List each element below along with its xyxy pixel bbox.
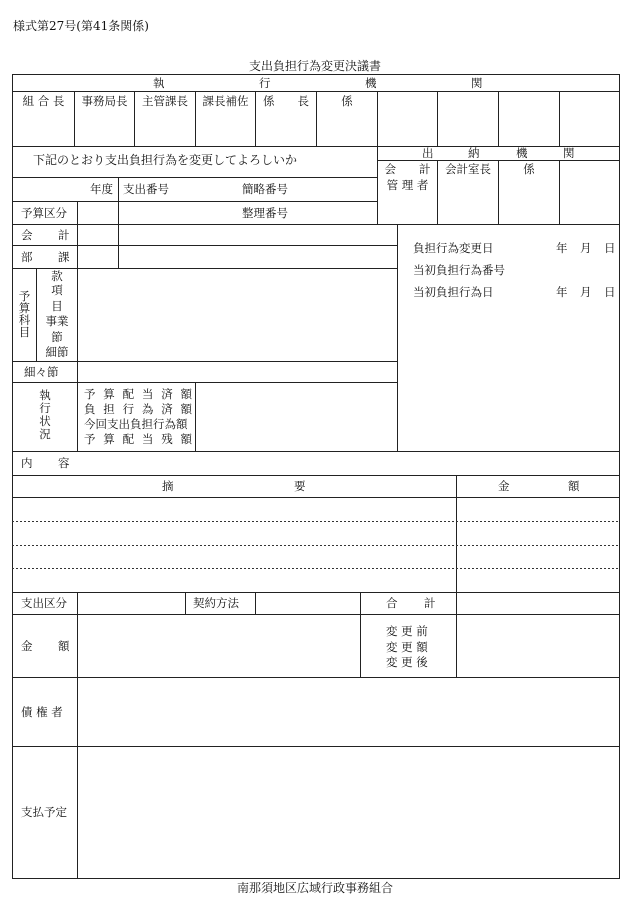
subject-level: 目 xyxy=(51,299,63,313)
contract-method-label: 契約方法 xyxy=(193,596,239,610)
accounting-label: 計 xyxy=(58,228,70,242)
amount-header-char: 額 xyxy=(568,479,580,493)
department-label: 部 xyxy=(21,250,33,264)
creditor-label: 債 権 者 xyxy=(21,705,63,719)
change-date-label: 負担行為変更日 xyxy=(413,241,494,255)
contents-label: 容 xyxy=(58,456,70,470)
amount-label: 額 xyxy=(58,639,70,653)
approval-request: 下記のとおり支出負担行為を変更してよろしいか xyxy=(33,153,298,167)
original-number-label: 当初負担行為番号 xyxy=(413,263,505,277)
budget-class-label: 予算区分 xyxy=(21,206,67,220)
subject-level: 項 xyxy=(51,283,63,297)
budget-subject-char: 予 xyxy=(18,289,31,303)
summary-header-char: 要 xyxy=(294,479,306,493)
change-label: 変 更 後 xyxy=(386,655,428,669)
date-unit: 日 xyxy=(604,241,616,255)
execution-status-char: 況 xyxy=(39,427,51,441)
exec-heading-char: 関 xyxy=(471,76,483,90)
exec-heading-char: 機 xyxy=(365,76,377,90)
role-label: 主管課長 xyxy=(142,94,188,108)
reference-number-label: 整理番号 xyxy=(242,206,288,220)
department-label: 課 xyxy=(58,250,70,264)
budget-subject-char: 科 xyxy=(18,313,31,327)
disb-heading-char: 機 xyxy=(516,146,528,160)
accounting-head-label: 会計室長 xyxy=(445,162,491,176)
disb-heading-char: 納 xyxy=(468,146,480,160)
payment-schedule-label: 支払予定 xyxy=(21,805,67,819)
accounting-manager-label: 会 計 xyxy=(384,162,431,176)
budget-subject-char: 算 xyxy=(18,301,31,315)
form-title: 支出負担行為変更決議書 xyxy=(248,59,381,73)
form-number: 様式第27号(第41条関係) xyxy=(13,19,149,33)
total-label: 合 xyxy=(386,596,398,610)
role-label: 組 合 長 xyxy=(22,94,65,108)
role-label: 課長補佐 xyxy=(202,94,249,108)
date-unit: 年 xyxy=(556,285,568,299)
execution-status-char: 執 xyxy=(39,388,51,402)
date-unit: 月 xyxy=(580,285,592,299)
short-number-label: 簡略番号 xyxy=(242,182,288,196)
execution-item: 予算配当残額 xyxy=(84,432,192,446)
original-date-label: 当初負担行為日 xyxy=(413,285,494,299)
fiscal-year-label: 年度 xyxy=(90,182,113,196)
exec-heading-char: 行 xyxy=(259,76,271,90)
execution-item: 今回支出負担行為額 xyxy=(84,417,188,431)
role-label: 係 長 xyxy=(263,94,309,108)
disb-staff-label: 係 xyxy=(523,162,535,176)
date-unit: 日 xyxy=(604,285,616,299)
amount-label: 金 xyxy=(21,639,33,653)
disb-heading-char: 関 xyxy=(563,146,575,160)
organization-name: 南那須地区広域行政事務組合 xyxy=(236,881,393,895)
contents-label: 内 xyxy=(21,456,33,470)
summary-header-char: 摘 xyxy=(162,479,174,493)
subject-level: 節 xyxy=(51,330,63,344)
accounting-label: 会 xyxy=(21,228,33,242)
exec-heading-char: 執 xyxy=(153,76,165,90)
execution-item: 予算配当済額 xyxy=(84,387,192,401)
execution-item: 負担行為済額 xyxy=(84,402,192,416)
accounting-manager-label: 管 理 者 xyxy=(386,178,429,192)
execution-status-char: 行 xyxy=(39,401,51,415)
date-unit: 月 xyxy=(580,241,592,255)
execution-status-char: 状 xyxy=(39,414,51,428)
disb-heading-char: 出 xyxy=(422,146,434,160)
role-label: 事務局長 xyxy=(81,94,128,108)
subject-level: 細節 xyxy=(45,345,69,359)
change-label: 変 更 額 xyxy=(386,640,428,654)
amount-header-char: 金 xyxy=(498,479,510,493)
expenditure-number-label: 支出番号 xyxy=(123,182,169,196)
role-label: 係 xyxy=(341,94,353,108)
sub-sub-section-label: 細々節 xyxy=(24,365,59,379)
subject-level: 款 xyxy=(51,269,63,283)
date-unit: 年 xyxy=(556,241,568,255)
total-label: 計 xyxy=(424,596,436,610)
expenditure-class-label: 支出区分 xyxy=(21,596,67,610)
budget-subject-char: 目 xyxy=(18,325,31,339)
subject-level: 事業 xyxy=(45,314,69,328)
change-label: 変 更 前 xyxy=(386,624,428,638)
